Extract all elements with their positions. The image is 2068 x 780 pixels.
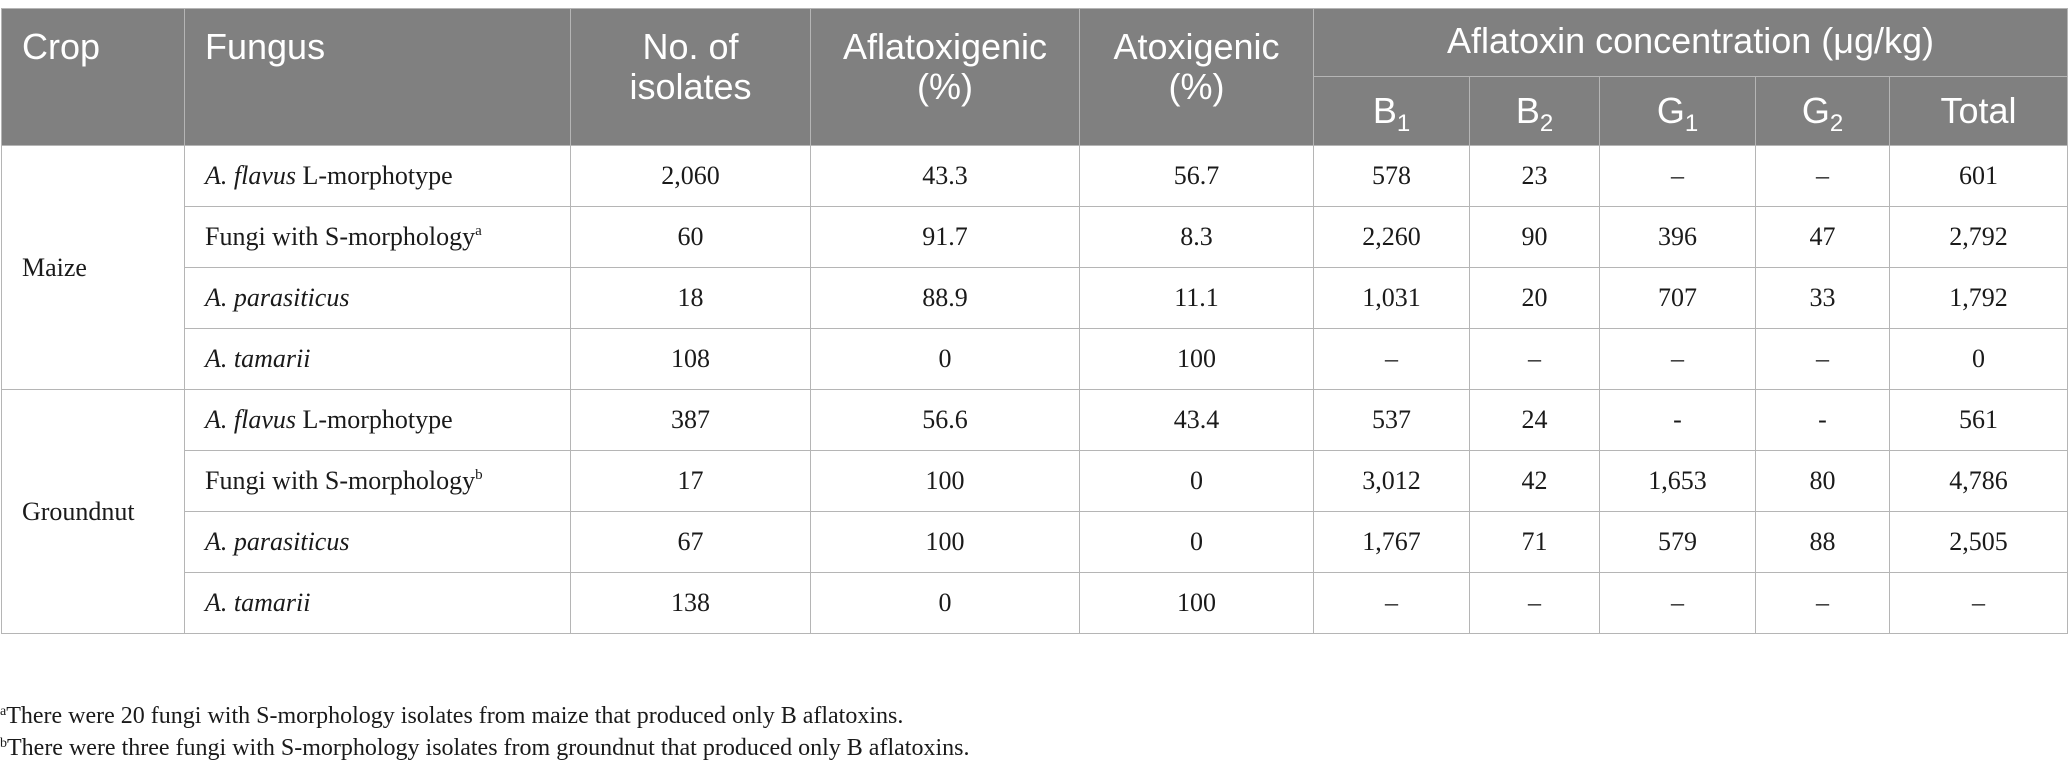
footnotes	[0, 700, 969, 764]
g2-cell: 47	[1756, 207, 1890, 268]
b1-cell: 537	[1314, 390, 1470, 451]
atoxigenic-cell: 11.1	[1080, 268, 1314, 329]
table-row	[2, 573, 2068, 634]
fungus-species: A. tamarii	[205, 588, 311, 617]
header-fungus: Fungus	[185, 9, 571, 146]
aflatoxigenic-cell: 91.7	[811, 207, 1080, 268]
aflatoxigenic-cell: 0	[811, 329, 1080, 390]
isolates-cell: 387	[571, 390, 811, 451]
table-row	[2, 512, 2068, 573]
aflatoxigenic-cell: 56.6	[811, 390, 1080, 451]
isolates-cell: 2,060	[571, 146, 811, 207]
header-concentration: Aflatoxin concentration (μg/kg)	[1314, 9, 2068, 77]
g2-cell: 33	[1756, 268, 1890, 329]
aflatoxigenic-cell: 100	[811, 451, 1080, 512]
b2-cell: –	[1470, 329, 1600, 390]
b1-cell: –	[1314, 573, 1470, 634]
table-row	[2, 268, 2068, 329]
b2-cell: 42	[1470, 451, 1600, 512]
g2-cell: -	[1756, 390, 1890, 451]
isolates-cell: 67	[571, 512, 811, 573]
header-isolates: No. of isolates	[571, 9, 811, 146]
table-row	[2, 390, 2068, 451]
b1-cell: 1,031	[1314, 268, 1470, 329]
total-cell: 561	[1890, 390, 2068, 451]
table-container	[0, 8, 2068, 634]
total-cell: –	[1890, 573, 2068, 634]
g2-cell: –	[1756, 146, 1890, 207]
footnote-a: $^a$There were 20 fungi with S-morphology isolates from maize that produced only B aflatoxins.	[0, 703, 904, 729]
fungus-descriptor: L-morphotype	[296, 161, 453, 190]
header-g2: $G_2$	[1756, 77, 1890, 146]
table-body	[2, 146, 2068, 634]
fungus-species: A. parasiticus	[205, 527, 350, 556]
fungus-cell	[185, 451, 571, 512]
fungus-cell	[185, 207, 571, 268]
b2-cell: 23	[1470, 146, 1600, 207]
footnote-b: $^b$There were three fungi with S-morphology isolates from groundnut that produced only B aflatoxins.	[0, 735, 970, 761]
b2-cell: 71	[1470, 512, 1600, 573]
g1-cell: -	[1600, 390, 1756, 451]
b1-cell: –	[1314, 329, 1470, 390]
isolates-cell: 17	[571, 451, 811, 512]
header-total: Total	[1890, 77, 2068, 146]
atoxigenic-cell: 0	[1080, 451, 1314, 512]
atoxigenic-cell: 100	[1080, 329, 1314, 390]
isolates-cell: 60	[571, 207, 811, 268]
atoxigenic-cell: 100	[1080, 573, 1314, 634]
isolates-cell: 18	[571, 268, 811, 329]
aflatoxigenic-cell: 43.3	[811, 146, 1080, 207]
g1-cell: –	[1600, 146, 1756, 207]
aflatoxigenic-cell: 0	[811, 573, 1080, 634]
fungus-cell	[185, 512, 571, 573]
table-row	[2, 329, 2068, 390]
total-cell: 0	[1890, 329, 2068, 390]
g2-cell: –	[1756, 329, 1890, 390]
header-b2: $B_2$	[1470, 77, 1600, 146]
b2-cell: 90	[1470, 207, 1600, 268]
g1-cell: 579	[1600, 512, 1756, 573]
atoxigenic-cell: 56.7	[1080, 146, 1314, 207]
b1-cell: 2,260	[1314, 207, 1470, 268]
footnote-marker: b	[475, 467, 483, 483]
fungus-descriptor: L-morphotype	[296, 405, 453, 434]
fungus-species: A. flavus	[205, 405, 296, 434]
atoxigenic-cell: 8.3	[1080, 207, 1314, 268]
atoxigenic-cell: 0	[1080, 512, 1314, 573]
fungus-species: A. flavus	[205, 161, 296, 190]
atoxigenic-cell: 43.4	[1080, 390, 1314, 451]
g1-cell: 396	[1600, 207, 1756, 268]
fungus-species: A. parasiticus	[205, 283, 350, 312]
total-cell: 2,505	[1890, 512, 2068, 573]
b1-cell: 3,012	[1314, 451, 1470, 512]
header-crop: Crop	[2, 9, 185, 146]
total-cell: 1,792	[1890, 268, 2068, 329]
g1-cell: 1,653	[1600, 451, 1756, 512]
total-cell: 4,786	[1890, 451, 2068, 512]
total-cell: 601	[1890, 146, 2068, 207]
isolates-cell: 138	[571, 573, 811, 634]
aflatoxigenic-cell: 88.9	[811, 268, 1080, 329]
fungus-descriptor: Fungi with S-morphology	[205, 466, 476, 495]
g2-cell: –	[1756, 573, 1890, 634]
table-header	[2, 9, 2068, 146]
b2-cell: –	[1470, 573, 1600, 634]
fungus-cell	[185, 268, 571, 329]
table-row	[2, 207, 2068, 268]
aflatoxin-table	[1, 8, 2068, 634]
header-g1: $G_1$	[1600, 77, 1756, 146]
g1-cell: 707	[1600, 268, 1756, 329]
total-cell: 2,792	[1890, 207, 2068, 268]
g1-cell: –	[1600, 573, 1756, 634]
crop-cell: Groundnut	[2, 390, 185, 634]
footnote-marker: a	[475, 223, 482, 239]
table-row	[2, 451, 2068, 512]
fungus-species: A. tamarii	[205, 344, 311, 373]
g2-cell: 88	[1756, 512, 1890, 573]
fungus-cell	[185, 146, 571, 207]
g1-cell: –	[1600, 329, 1756, 390]
fungus-cell	[185, 573, 571, 634]
b1-cell: 578	[1314, 146, 1470, 207]
crop-cell: Maize	[2, 146, 185, 390]
aflatoxigenic-cell: 100	[811, 512, 1080, 573]
fungus-cell	[185, 329, 571, 390]
b1-cell: 1,767	[1314, 512, 1470, 573]
b2-cell: 24	[1470, 390, 1600, 451]
b2-cell: 20	[1470, 268, 1600, 329]
g2-cell: 80	[1756, 451, 1890, 512]
header-b1: $B_1$	[1314, 77, 1470, 146]
fungus-descriptor: Fungi with S-morphology	[205, 222, 476, 251]
table-row	[2, 146, 2068, 207]
header-aflatoxigenic: Aflatoxigenic (%)	[811, 9, 1080, 146]
fungus-cell	[185, 390, 571, 451]
isolates-cell: 108	[571, 329, 811, 390]
header-atoxigenic: Atoxigenic (%)	[1080, 9, 1314, 146]
